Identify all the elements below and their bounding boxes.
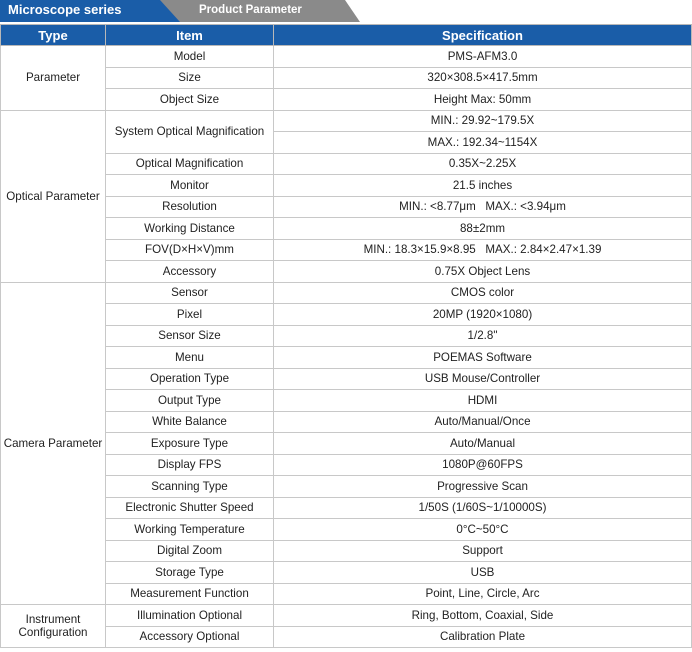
table-body [1,46,692,648]
type-cell: Optical Parameter [1,110,106,282]
header-type: Type [1,25,106,46]
spec-cell: 20MP (1920×1080) [274,304,692,326]
item-cell: Size [106,67,274,89]
spec-cell: MIN.: 18.3×15.9×8.95 MAX.: 2.84×2.47×1.39 [274,239,692,261]
item-cell: White Balance [106,411,274,433]
type-cell: Parameter [1,46,106,111]
spec-cell: 88±2mm [274,218,692,240]
item-cell: Exposure Type [106,433,274,455]
spec-cell: 1/50S (1/60S~1/10000S) [274,497,692,519]
type-cell: Camera Parameter [1,282,106,605]
spec-cell: 21.5 inches [274,175,692,197]
spec-cell: Support [274,540,692,562]
spec-cell: MIN.: 29.92~179.5X [274,110,692,132]
table-row [1,46,692,68]
header-item: Item [106,25,274,46]
series-banner [0,0,692,22]
item-cell: Object Size [106,89,274,111]
item-cell: Illumination Optional [106,605,274,627]
table-row [1,110,692,132]
item-cell: Measurement Function [106,583,274,605]
spec-cell: 1/2.8" [274,325,692,347]
spec-cell: 1080P@60FPS [274,454,692,476]
item-cell: Digital Zoom [106,540,274,562]
spec-cell: Progressive Scan [274,476,692,498]
spec-cell: Auto/Manual/Once [274,411,692,433]
spec-cell: 0.35X~2.25X [274,153,692,175]
item-cell: Menu [106,347,274,369]
banner-subtitle: Product Parameter [199,4,302,16]
spec-cell: Calibration Plate [274,626,692,648]
table-row [1,282,692,304]
item-cell: Sensor [106,282,274,304]
spec-cell: 0°C~50°C [274,519,692,541]
banner-title: Microscope series [8,2,122,17]
spec-cell: USB Mouse/Controller [274,368,692,390]
spec-cell: 320×308.5×417.5mm [274,67,692,89]
item-cell: Display FPS [106,454,274,476]
spec-table [0,24,692,648]
item-cell: Working Temperature [106,519,274,541]
spec-cell: Point, Line, Circle, Arc [274,583,692,605]
item-cell: Resolution [106,196,274,218]
spec-cell: PMS-AFM3.0 [274,46,692,68]
table-row [1,605,692,627]
item-cell: Pixel [106,304,274,326]
item-cell: Scanning Type [106,476,274,498]
spec-cell: Height Max: 50mm [274,89,692,111]
item-cell: Operation Type [106,368,274,390]
item-cell: Accessory [106,261,274,283]
item-cell: Output Type [106,390,274,412]
item-cell: FOV(D×H×V)mm [106,239,274,261]
spec-cell: POEMAS Software [274,347,692,369]
spec-cell: HDMI [274,390,692,412]
spec-cell: USB [274,562,692,584]
item-cell: System Optical Magnification [106,110,274,153]
item-cell: Optical Magnification [106,153,274,175]
item-cell: Monitor [106,175,274,197]
spec-cell: Auto/Manual [274,433,692,455]
item-cell: Storage Type [106,562,274,584]
item-cell: Model [106,46,274,68]
item-cell: Electronic Shutter Speed [106,497,274,519]
spec-cell: MIN.: <8.77μm MAX.: <3.94μm [274,196,692,218]
spec-cell: MAX.: 192.34~1154X [274,132,692,154]
item-cell: Accessory Optional [106,626,274,648]
item-cell: Sensor Size [106,325,274,347]
spec-cell: 0.75X Object Lens [274,261,692,283]
table-header-row [1,25,692,46]
item-cell: Working Distance [106,218,274,240]
header-specification: Specification [274,25,692,46]
type-cell: Instrument Configuration [1,605,106,648]
spec-cell: Ring, Bottom, Coaxial, Side [274,605,692,627]
spec-cell: CMOS color [274,282,692,304]
